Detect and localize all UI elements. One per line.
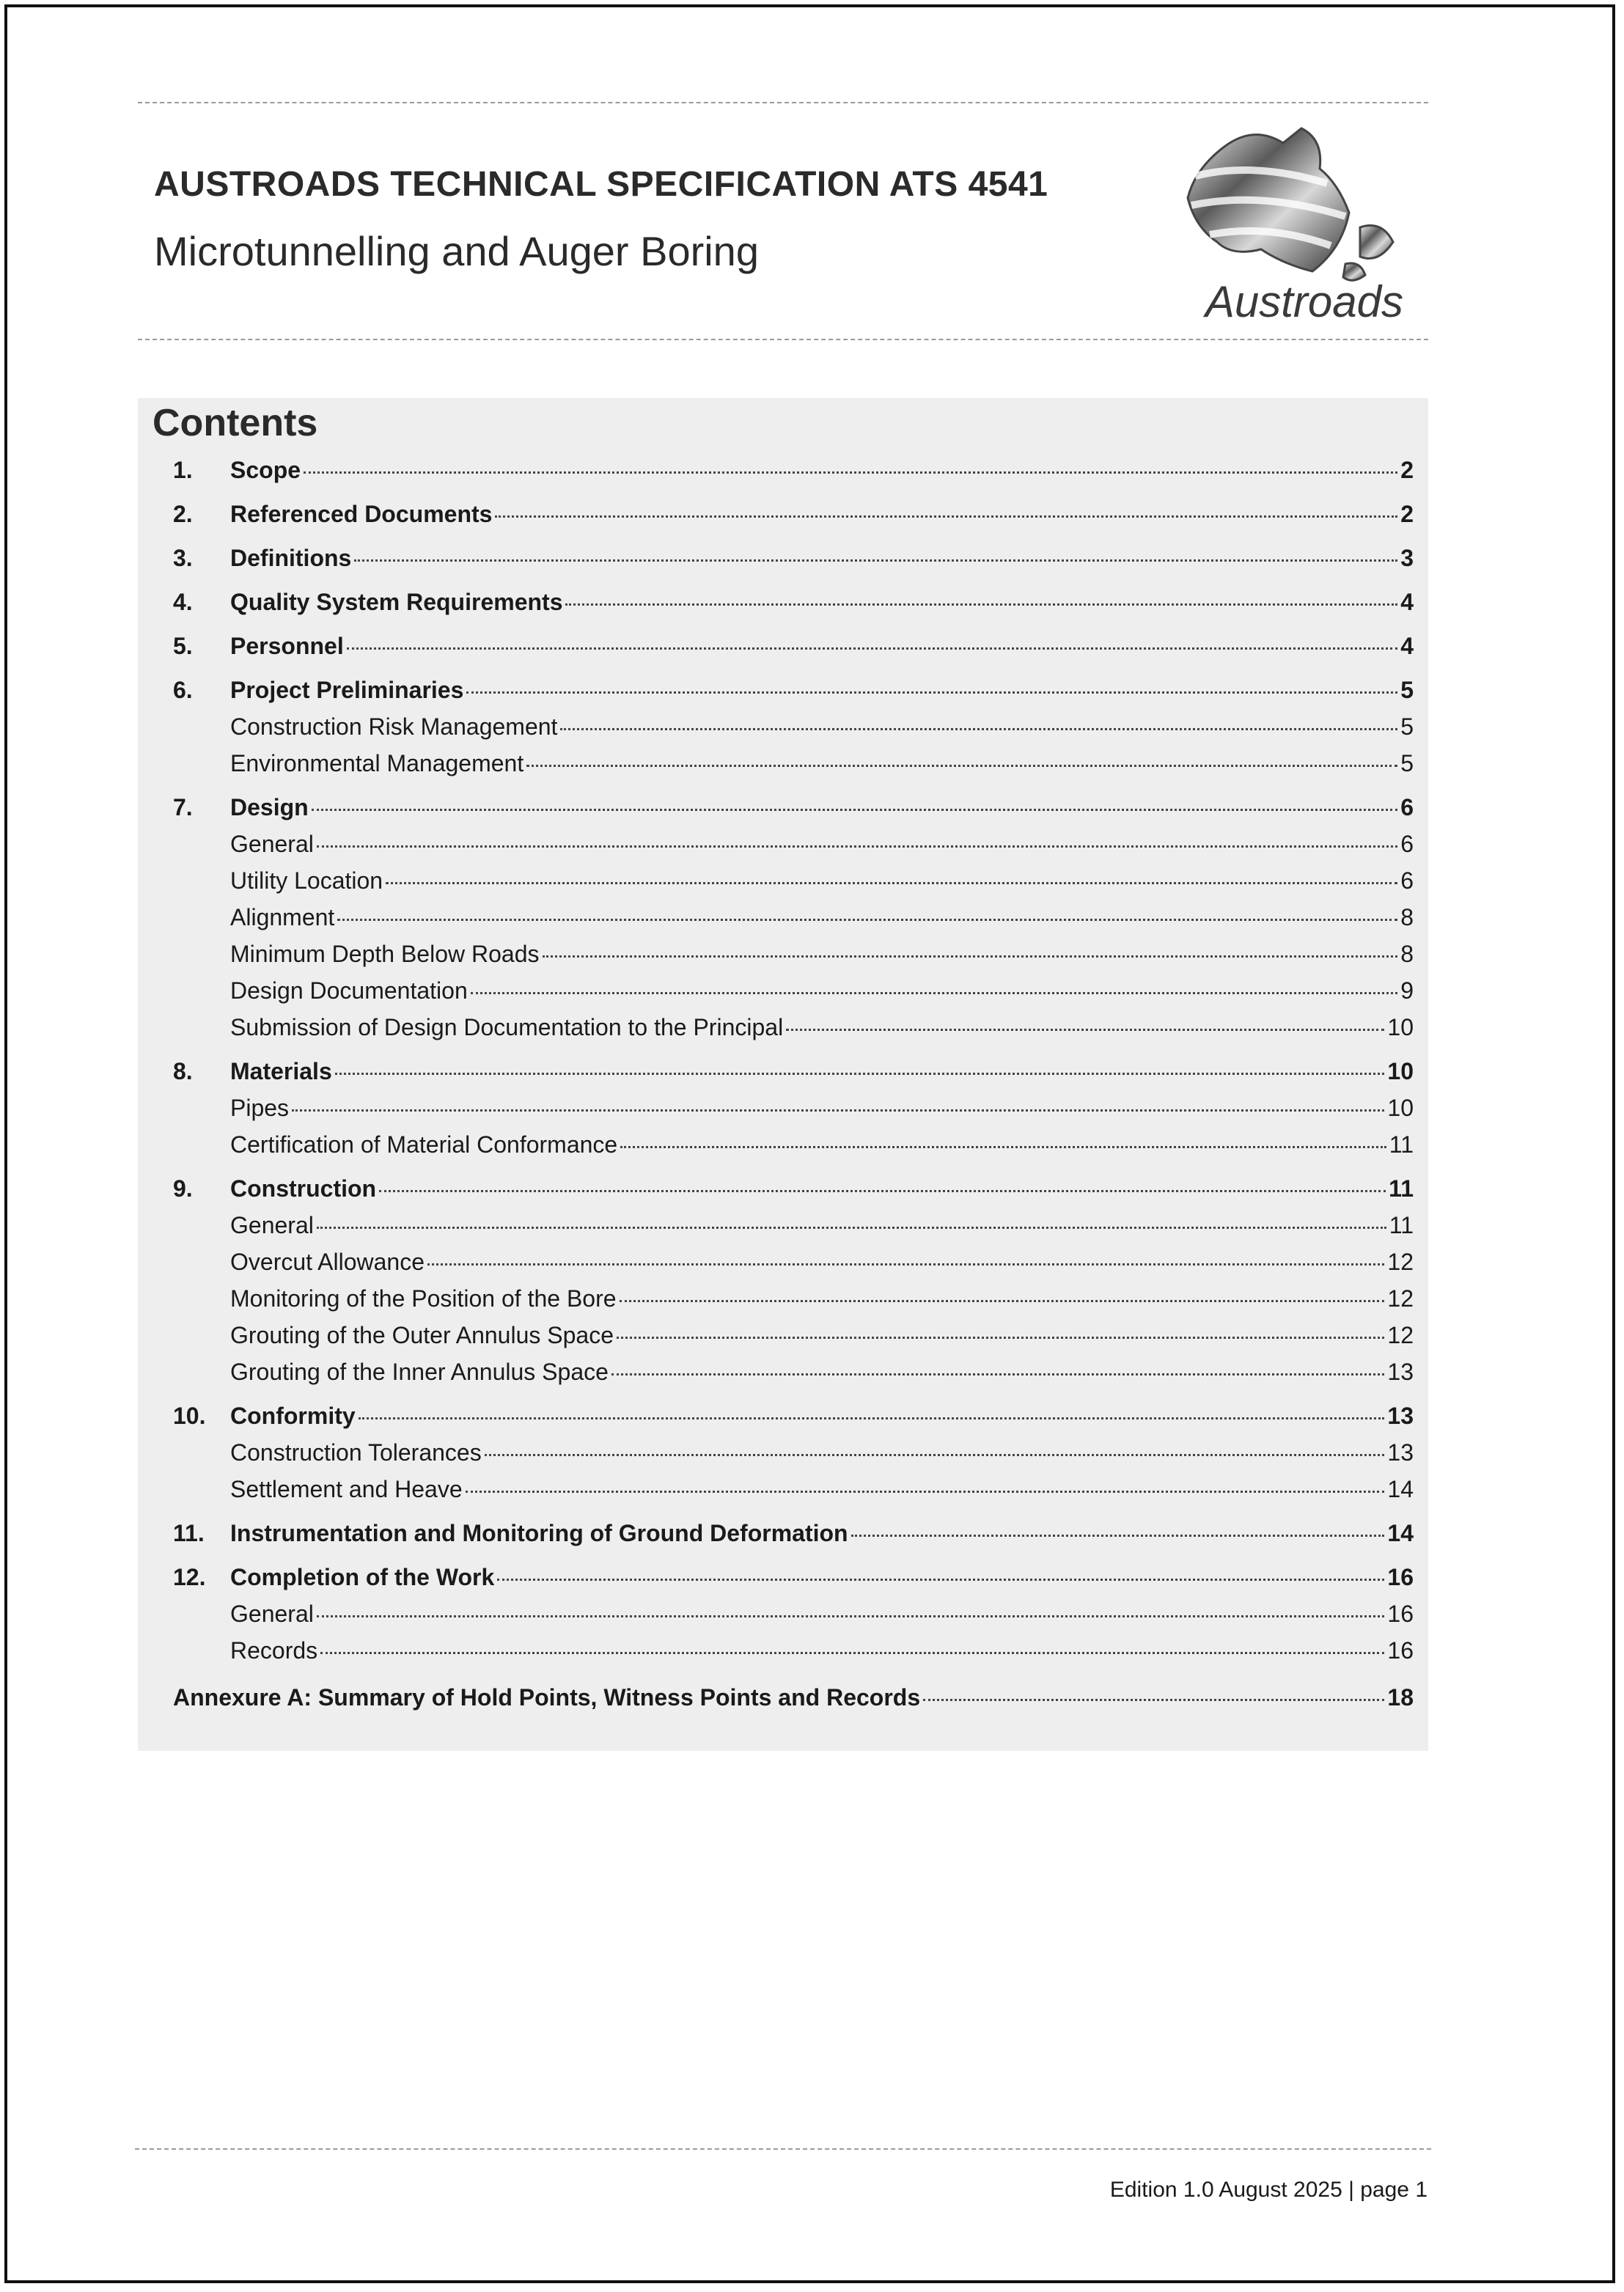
toc-entry-page: 9: [1400, 977, 1414, 1004]
toc-entry-number: 7.: [173, 794, 193, 820]
toc-entry-line: [230, 904, 1414, 931]
toc-entry[interactable]: [138, 971, 1428, 1008]
toc-entry-label: Certification of Material Conformance: [230, 1131, 618, 1158]
toc-entry-line: [230, 1476, 1414, 1503]
toc-entry-number: 5.: [173, 633, 193, 659]
toc-entry-page: 11: [1389, 1212, 1414, 1238]
toc-entry-line: [230, 831, 1414, 858]
toc-entry[interactable]: [138, 1678, 1428, 1715]
toc-entry[interactable]: [138, 627, 1428, 664]
toc-entry[interactable]: [138, 1470, 1428, 1507]
toc-dot-leader: [526, 765, 1397, 767]
toc-entry-line: [230, 1058, 1414, 1085]
toc-entry[interactable]: [138, 1169, 1428, 1206]
toc-entry-label: General: [230, 1212, 314, 1238]
toc-entry-label: Personnel: [230, 633, 344, 659]
toc-dot-leader: [497, 1579, 1384, 1581]
toc-entry-page: 14: [1387, 1476, 1414, 1502]
toc-entry-line: [230, 1014, 1414, 1041]
toc-entry-page: 5: [1400, 750, 1414, 776]
toc-dot-leader: [317, 1615, 1385, 1617]
toc-entry-page: 8: [1400, 941, 1414, 967]
toc-entry[interactable]: [138, 1595, 1428, 1631]
toc-entry-line: [230, 1439, 1414, 1466]
toc-entry-label: Grouting of the Outer Annulus Space: [230, 1322, 614, 1348]
footer-rule: [135, 2148, 1431, 2150]
toc-entry[interactable]: [138, 1514, 1428, 1551]
toc-entry[interactable]: [138, 862, 1428, 898]
toc-entry[interactable]: [138, 1089, 1428, 1125]
toc-entry-page: 11: [1389, 1175, 1414, 1202]
toc-dot-leader: [304, 471, 1397, 474]
toc-entry-line: [230, 867, 1414, 895]
contents-heading: Contents: [153, 402, 318, 444]
toc-entry-page: 6: [1400, 794, 1414, 820]
toc-entry-label: Monitoring of the Position of the Bore: [230, 1285, 617, 1312]
toc-entry-page: 13: [1387, 1439, 1414, 1466]
toc-entry[interactable]: [138, 898, 1428, 935]
toc-entry-label: General: [230, 831, 314, 857]
toc-entry-line: [230, 977, 1414, 1004]
toc-entry[interactable]: [138, 451, 1428, 488]
toc-entry-label: Scope: [230, 457, 301, 483]
toc-dot-leader: [317, 845, 1397, 848]
toc-entry-number: 4.: [173, 589, 193, 615]
toc-dot-leader: [292, 1109, 1384, 1112]
toc-entry-label: Alignment: [230, 904, 335, 930]
toc-entry-line: [173, 1684, 1414, 1711]
toc-dot-leader: [471, 992, 1397, 994]
toc-entry[interactable]: [138, 1206, 1428, 1243]
toc-entry-page: 3: [1400, 545, 1414, 571]
toc-entry-line: [230, 1601, 1414, 1628]
toc-dot-leader: [617, 1337, 1384, 1339]
toc-dot-leader: [495, 515, 1397, 518]
toc-entry-page: 11: [1389, 1131, 1414, 1158]
toc-entry-number: 6.: [173, 677, 193, 703]
document-title: AUSTROADS TECHNICAL SPECIFICATION ATS 4541: [154, 165, 1048, 204]
toc-dot-leader: [851, 1535, 1385, 1537]
toc-entry-page: 16: [1387, 1564, 1414, 1590]
toc-dot-leader: [379, 1190, 1386, 1192]
toc-dot-leader: [359, 1417, 1385, 1419]
toc-entry[interactable]: [138, 1631, 1428, 1668]
toc-dot-leader: [347, 647, 1397, 650]
toc-dot-leader: [354, 559, 1397, 562]
toc-dot-leader: [386, 882, 1397, 884]
header-bottom-rule: [138, 339, 1428, 340]
toc-entry-label: Settlement and Heave: [230, 1476, 463, 1502]
toc-entry-page: 4: [1400, 633, 1414, 659]
toc-entry[interactable]: [138, 1243, 1428, 1279]
toc-entry-line: [230, 941, 1414, 968]
toc-dot-leader: [317, 1227, 1386, 1229]
toc-entry-line: [230, 501, 1414, 528]
toc-entry-label: Records: [230, 1637, 318, 1664]
toc-dot-leader: [466, 691, 1397, 694]
toc-dot-leader: [786, 1029, 1384, 1031]
toc-entry-label: Overcut Allowance: [230, 1249, 425, 1275]
toc-entry-page: 10: [1387, 1058, 1414, 1084]
toc-entry[interactable]: [138, 788, 1428, 825]
toc-dot-leader: [543, 955, 1398, 958]
toc-entry[interactable]: [138, 671, 1428, 708]
toc-entry-page: 13: [1387, 1359, 1414, 1385]
toc-dot-leader: [466, 1491, 1385, 1493]
toc-dot-leader: [427, 1263, 1384, 1266]
toc-entry-label: Project Preliminaries: [230, 677, 464, 703]
toc-entry-line: [230, 1249, 1414, 1276]
toc-entry-page: 8: [1400, 904, 1414, 930]
toc-dot-leader: [560, 728, 1397, 730]
toc-entry-label: Pipes: [230, 1095, 290, 1121]
header-top-rule: [138, 102, 1428, 103]
toc-entry-line: [230, 1520, 1414, 1547]
toc-entry-page: 6: [1400, 867, 1414, 894]
toc-entry-label: Environmental Management: [230, 750, 524, 776]
toc-entry-line: [230, 1403, 1414, 1430]
toc-entry-page: 12: [1387, 1322, 1414, 1348]
toc-entry-line: [230, 1322, 1414, 1349]
toc-entry-label: Minimum Depth Below Roads: [230, 941, 540, 967]
toc-entry-number: 1.: [173, 457, 193, 483]
toc-dot-leader: [337, 919, 1397, 921]
toc-entry-label: Materials: [230, 1058, 332, 1084]
toc-entry-label: Quality System Requirements: [230, 589, 563, 615]
toc-entry-page: 10: [1387, 1095, 1414, 1121]
toc-entry[interactable]: [138, 935, 1428, 971]
toc-entry[interactable]: [138, 1279, 1428, 1316]
toc-entry-number: 12.: [173, 1564, 206, 1590]
toc-dot-leader: [335, 1073, 1385, 1075]
toc-entry-line: [230, 1212, 1414, 1239]
toc-entry-number: 9.: [173, 1175, 193, 1202]
toc-entry-line: [230, 545, 1414, 572]
toc-entry[interactable]: [138, 1052, 1428, 1089]
toc-entry-page: 12: [1387, 1285, 1414, 1312]
toc-entry-page: 16: [1387, 1637, 1414, 1664]
toc-entry[interactable]: [138, 1558, 1428, 1595]
toc-entry-line: [230, 1175, 1414, 1202]
toc-entry-number: 2.: [173, 501, 193, 527]
toc-entry-line: [230, 1285, 1414, 1312]
toc-entry[interactable]: [138, 1316, 1428, 1353]
toc-dot-leader: [485, 1454, 1385, 1456]
toc-dot-leader: [312, 809, 1398, 811]
toc-entry-line: [230, 1131, 1414, 1158]
toc-entry-label: Definitions: [230, 545, 352, 571]
toc-entry-number: 3.: [173, 545, 193, 571]
toc-entry-line: [230, 677, 1414, 704]
toc-entry-page: 4: [1400, 589, 1414, 615]
toc-entry[interactable]: [138, 825, 1428, 862]
toc-entry-line: [230, 1359, 1414, 1386]
toc-entry-label: Referenced Documents: [230, 501, 493, 527]
toc-entry-label: Conformity: [230, 1403, 356, 1429]
toc-entry-label: General: [230, 1601, 314, 1627]
toc-entry[interactable]: [138, 1397, 1428, 1433]
toc-entry-number: 11.: [173, 1520, 205, 1546]
australia-map-icon: [1173, 117, 1408, 286]
toc-entry[interactable]: [138, 1008, 1428, 1045]
toc-entry[interactable]: [138, 708, 1428, 744]
toc-entry-page: 18: [1387, 1684, 1414, 1711]
toc-dot-leader: [320, 1652, 1384, 1654]
toc-entry-page: 6: [1400, 831, 1414, 857]
toc-entry-page: 5: [1400, 713, 1414, 740]
toc-entry[interactable]: [138, 539, 1428, 576]
toc-entry[interactable]: [138, 1433, 1428, 1470]
toc-entry[interactable]: [138, 1353, 1428, 1389]
toc-entry-page: 2: [1400, 501, 1414, 527]
toc-entry-label: Construction Tolerances: [230, 1439, 482, 1466]
toc-entry[interactable]: [138, 495, 1428, 532]
toc-entry-label: Submission of Design Documentation to the Principal: [230, 1014, 784, 1040]
toc-entry-page: 5: [1400, 677, 1414, 703]
toc-dot-leader: [923, 1699, 1384, 1701]
toc-entry[interactable]: [138, 1125, 1428, 1162]
document-subtitle: Microtunnelling and Auger Boring: [154, 228, 759, 274]
footer-edition-page: Edition 1.0 August 2025 | page 1: [1109, 2178, 1428, 2202]
toc-entry[interactable]: [138, 583, 1428, 620]
toc-entry-line: [230, 1637, 1414, 1664]
toc-entry-page: 12: [1387, 1249, 1414, 1275]
toc-entry-line: [230, 589, 1414, 616]
toc-entry-number: 10.: [173, 1403, 206, 1429]
toc-entry-label: Utility Location: [230, 867, 383, 894]
toc-dot-leader: [620, 1146, 1386, 1148]
toc-dot-leader: [565, 603, 1397, 606]
table-of-contents: [138, 398, 1428, 1751]
toc-entry-line: [230, 794, 1414, 821]
toc-entry-label: Construction Risk Management: [230, 713, 558, 740]
austroads-logo: [1173, 117, 1408, 330]
toc-entry-page: 10: [1387, 1014, 1414, 1040]
toc-entry-label: Completion of the Work: [230, 1564, 495, 1590]
toc-entry-label: Instrumentation and Monitoring of Ground Deformation: [230, 1520, 848, 1546]
toc-entry-page: 16: [1387, 1601, 1414, 1627]
toc-entry-page: 13: [1387, 1403, 1414, 1429]
toc-entry-line: [230, 713, 1414, 741]
toc-entry-line: [230, 633, 1414, 660]
toc-entry-label: Annexure A: Summary of Hold Points, Witness Points and Records: [173, 1684, 921, 1711]
toc-entry-page: 14: [1387, 1520, 1414, 1546]
toc-entry-line: [230, 457, 1414, 484]
toc-entry-label: Grouting of the Inner Annulus Space: [230, 1359, 609, 1385]
toc-entry-number: 8.: [173, 1058, 193, 1084]
logo-wordmark: Austroads: [1205, 277, 1403, 326]
toc-entry-page: 2: [1400, 457, 1414, 483]
toc-entry-label: Design: [230, 794, 309, 820]
toc-entry[interactable]: [138, 744, 1428, 781]
toc-entry-line: [230, 1095, 1414, 1122]
toc-dot-leader: [620, 1300, 1385, 1302]
toc-dot-leader: [611, 1373, 1385, 1375]
toc-entry-line: [230, 1564, 1414, 1591]
toc-entry-line: [230, 750, 1414, 777]
toc-entry-label: Design Documentation: [230, 977, 468, 1004]
toc-entry-label: Construction: [230, 1175, 377, 1202]
